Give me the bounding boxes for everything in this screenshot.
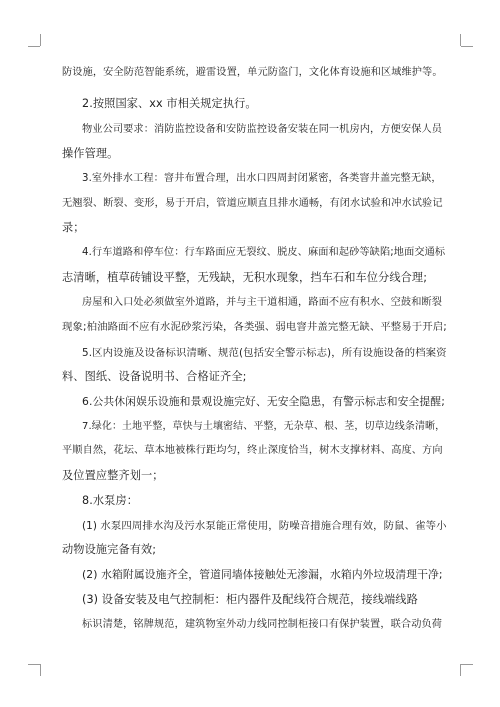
- crop-mark-bottom-left-h: [28, 664, 40, 665]
- text-line: 现象;柏油路面不应有水泥砂浆污染，各类强、弱电窨井盖完整无缺、平整易于开启;: [62, 321, 447, 333]
- crop-mark-top-right-v: [460, 34, 461, 46]
- text-line: (3) 设备安装及电气控制柜：柜内器件及配线符合规范，接线端线路: [82, 593, 418, 606]
- text-line: (1) 水泵四周排水沟及污水泵能正常使用，防噪音措施合理有效，防鼠、雀等小: [82, 520, 447, 532]
- text-line: (2) 水箱附属设施齐全，管道同墙体接触处无渗漏，水箱内外垃圾清理干净;: [82, 568, 443, 581]
- text-line: 动物设施完备有效;: [62, 543, 157, 556]
- crop-mark-top-left-v: [40, 34, 41, 46]
- text-line: 8.水泵房：: [82, 494, 139, 507]
- crop-mark-top-left-h: [28, 46, 40, 47]
- text-line: 房屋和入口处必须做室外道路，并与主干道相通，路面不应有积水、空鼓和断裂: [82, 297, 443, 308]
- text-line: 4.行车道路和停车位：行车路面应无裂纹、脱皮、麻面和起砂等缺陷;地面交通标: [82, 247, 446, 258]
- text-line: 3.室外排水工程：窨井布置合理，出水口四周封闭紧密，各类窨井盖完整无缺，: [82, 173, 442, 184]
- text-line: 防设施，安全防范智能系统，避雷设置，单元防盗门，文化体育设施和区域维护等。: [62, 67, 443, 78]
- text-line: 标识清楚，铭牌规范，建筑物室外动力线同控制柜接口有保护装置，联合动负荷: [82, 619, 443, 630]
- text-line: 6.公共休闲娱乐设施和景观设施完好、无安全隐患，有警示标志和安全提醒;: [82, 395, 445, 408]
- text-line: 志清晰，植草砖铺设平整，无残缺，无积水现象，挡车石和车位分线合理;: [62, 271, 428, 284]
- text-line: 及位置应整齐划一；: [62, 469, 164, 482]
- text-line: 录；: [62, 221, 85, 234]
- text-line: 物业公司要求：消防监控设备和安防监控设备安装在同一机房内，方便安保人员: [82, 124, 443, 135]
- text-line: 平顺自然，花坛、草本地被株行距均匀，终止深度恰当，树木支撑材料、高度、方向: [62, 445, 443, 456]
- text-line: 7.绿化：土地平整，草快与土壤密结、平整，无杂草、根、茎，切草边线条清晰，: [82, 421, 446, 432]
- text-line: 2.按照国家、xx 市相关规定执行。: [82, 97, 257, 110]
- text-line: 无翘裂、断裂、变形，易于开启，管道应顺直且排水通畅，有闭水试验和冲水试验记: [62, 198, 443, 209]
- text-line: 5.区内设施及设备标识清晰、规范(包括安全警示标志)，所有设施设备的档案资: [82, 347, 447, 359]
- crop-mark-bottom-right-v: [460, 664, 461, 676]
- crop-mark-top-right-h: [461, 46, 473, 47]
- crop-mark-bottom-right-h: [461, 664, 473, 665]
- text-line: 操作管理。: [62, 147, 119, 160]
- crop-mark-bottom-left-v: [40, 664, 41, 676]
- text-line: 料、图纸、设备说明书、合格证齐全;: [62, 370, 247, 383]
